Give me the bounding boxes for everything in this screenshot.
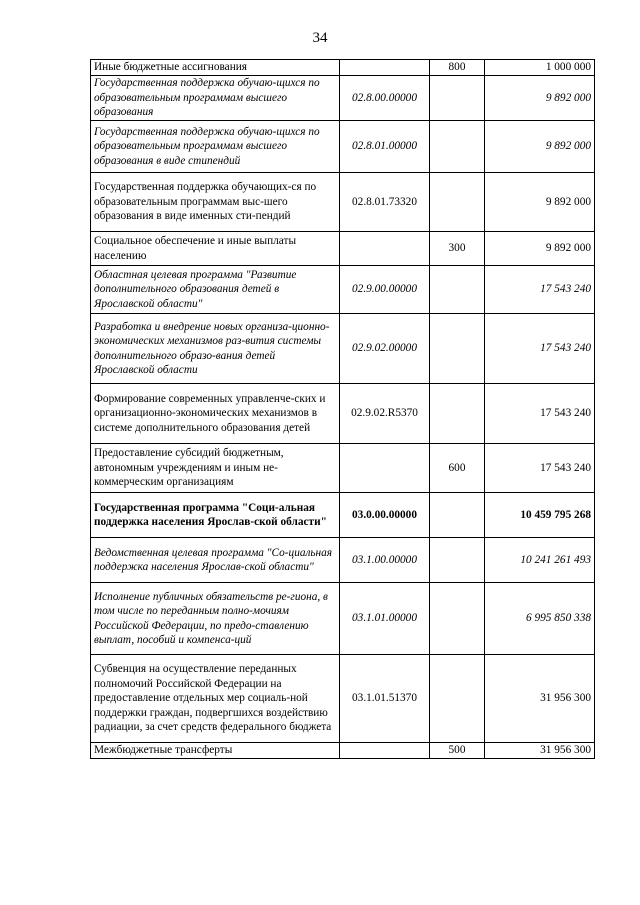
row-expense-type — [430, 121, 485, 173]
row-name: Государственная поддержка обучающих-ся по образовательным программам выс-шего образования в виде именных сти-пендий — [91, 173, 340, 232]
table-row — [91, 266, 595, 314]
row-code: 02.8.01.00000 — [340, 121, 430, 173]
row-code: 02.8.01.73320 — [340, 173, 430, 232]
row-sum: 9 892 000 — [485, 232, 595, 266]
row-name: Формирование современных управленче-ских и организационно-экономических механизмов в системе дополнительного образования детей — [91, 384, 340, 444]
row-sum: 9 892 000 — [485, 76, 595, 121]
row-sum: 17 543 240 — [485, 314, 595, 384]
row-name: Государственная поддержка обучаю-щихся по образовательным программам высшего образования в виде стипендий — [91, 121, 340, 173]
row-name: Субвенция на осуществление переданных полномочий Российской Федерации на предоставление отдельных мер социаль-ной поддержки граждан, подвергшихся воздействию радиации, за счет средств федерального бюджета — [91, 655, 340, 743]
table-row — [91, 655, 595, 743]
row-sum: 17 543 240 — [485, 266, 595, 314]
row-expense-type: 600 — [430, 444, 485, 493]
row-name: Исполнение публичных обязательств ре-гиона, в том числе по переданным полно-мочиям Российской Федерации, по предо-ставлению выплат, пособий и компенса-ций — [91, 583, 340, 655]
row-code: 03.1.00.00000 — [340, 538, 430, 583]
row-expense-type — [430, 173, 485, 232]
budget-table-body — [91, 60, 595, 759]
row-code — [340, 60, 430, 76]
row-sum: 17 543 240 — [485, 444, 595, 493]
row-sum: 31 956 300 — [485, 655, 595, 743]
table-row — [91, 384, 595, 444]
row-name: Социальное обеспечение и иные выплаты населению — [91, 232, 340, 266]
row-expense-type: 300 — [430, 232, 485, 266]
row-sum: 1 000 000 — [485, 60, 595, 76]
page-number: 34 — [312, 30, 328, 46]
table-row — [91, 314, 595, 384]
row-code — [340, 743, 430, 759]
row-name: Государственная программа "Соци-альная поддержка населения Ярослав-ской области" — [91, 493, 340, 538]
row-code: 02.9.02.R5370 — [340, 384, 430, 444]
row-code — [340, 232, 430, 266]
row-name: Разработка и внедрение новых организа-ционно-экономических механизмов раз-вития системы дополнительного образо-вания детей Ярославской области — [91, 314, 340, 384]
row-sum: 9 892 000 — [485, 121, 595, 173]
row-code: 03.1.01.00000 — [340, 583, 430, 655]
row-name: Межбюджетные трансферты — [91, 743, 340, 759]
row-name: Областная целевая программа "Развитие дополнительного образования детей в Ярославской области" — [91, 266, 340, 314]
row-sum: 17 543 240 — [485, 384, 595, 444]
table-row — [91, 743, 595, 759]
table-row — [91, 538, 595, 583]
row-expense-type — [430, 314, 485, 384]
table-row — [91, 76, 595, 121]
row-code: 02.9.00.00000 — [340, 266, 430, 314]
row-expense-type — [430, 384, 485, 444]
table-row — [91, 232, 595, 266]
row-code: 02.8.00.00000 — [340, 76, 430, 121]
table-row — [91, 121, 595, 173]
row-sum: 10 241 261 493 — [485, 538, 595, 583]
row-code — [340, 444, 430, 493]
table-row — [91, 173, 595, 232]
row-expense-type — [430, 493, 485, 538]
table-row — [91, 583, 595, 655]
row-expense-type: 500 — [430, 743, 485, 759]
row-sum: 10 459 795 268 — [485, 493, 595, 538]
row-name: Иные бюджетные ассигнования — [91, 60, 340, 76]
row-code: 03.0.00.00000 — [340, 493, 430, 538]
row-expense-type — [430, 266, 485, 314]
row-expense-type — [430, 538, 485, 583]
row-code: 03.1.01.51370 — [340, 655, 430, 743]
row-sum: 9 892 000 — [485, 173, 595, 232]
row-code: 02.9.02.00000 — [340, 314, 430, 384]
row-name: Предоставление субсидий бюджетным, автономным учреждениям и иным не-коммерческим организациям — [91, 444, 340, 493]
table-row — [91, 60, 595, 76]
budget-table — [90, 59, 595, 759]
table-row — [91, 493, 595, 538]
row-sum: 31 956 300 — [485, 743, 595, 759]
row-expense-type — [430, 583, 485, 655]
row-name: Ведомственная целевая программа "Со-циальная поддержка населения Ярослав-ской области" — [91, 538, 340, 583]
row-expense-type — [430, 655, 485, 743]
row-expense-type: 800 — [430, 60, 485, 76]
row-expense-type — [430, 76, 485, 121]
row-name: Государственная поддержка обучаю-щихся по образовательным программам высшего образования — [91, 76, 340, 121]
table-row — [91, 444, 595, 493]
row-sum: 6 995 850 338 — [485, 583, 595, 655]
